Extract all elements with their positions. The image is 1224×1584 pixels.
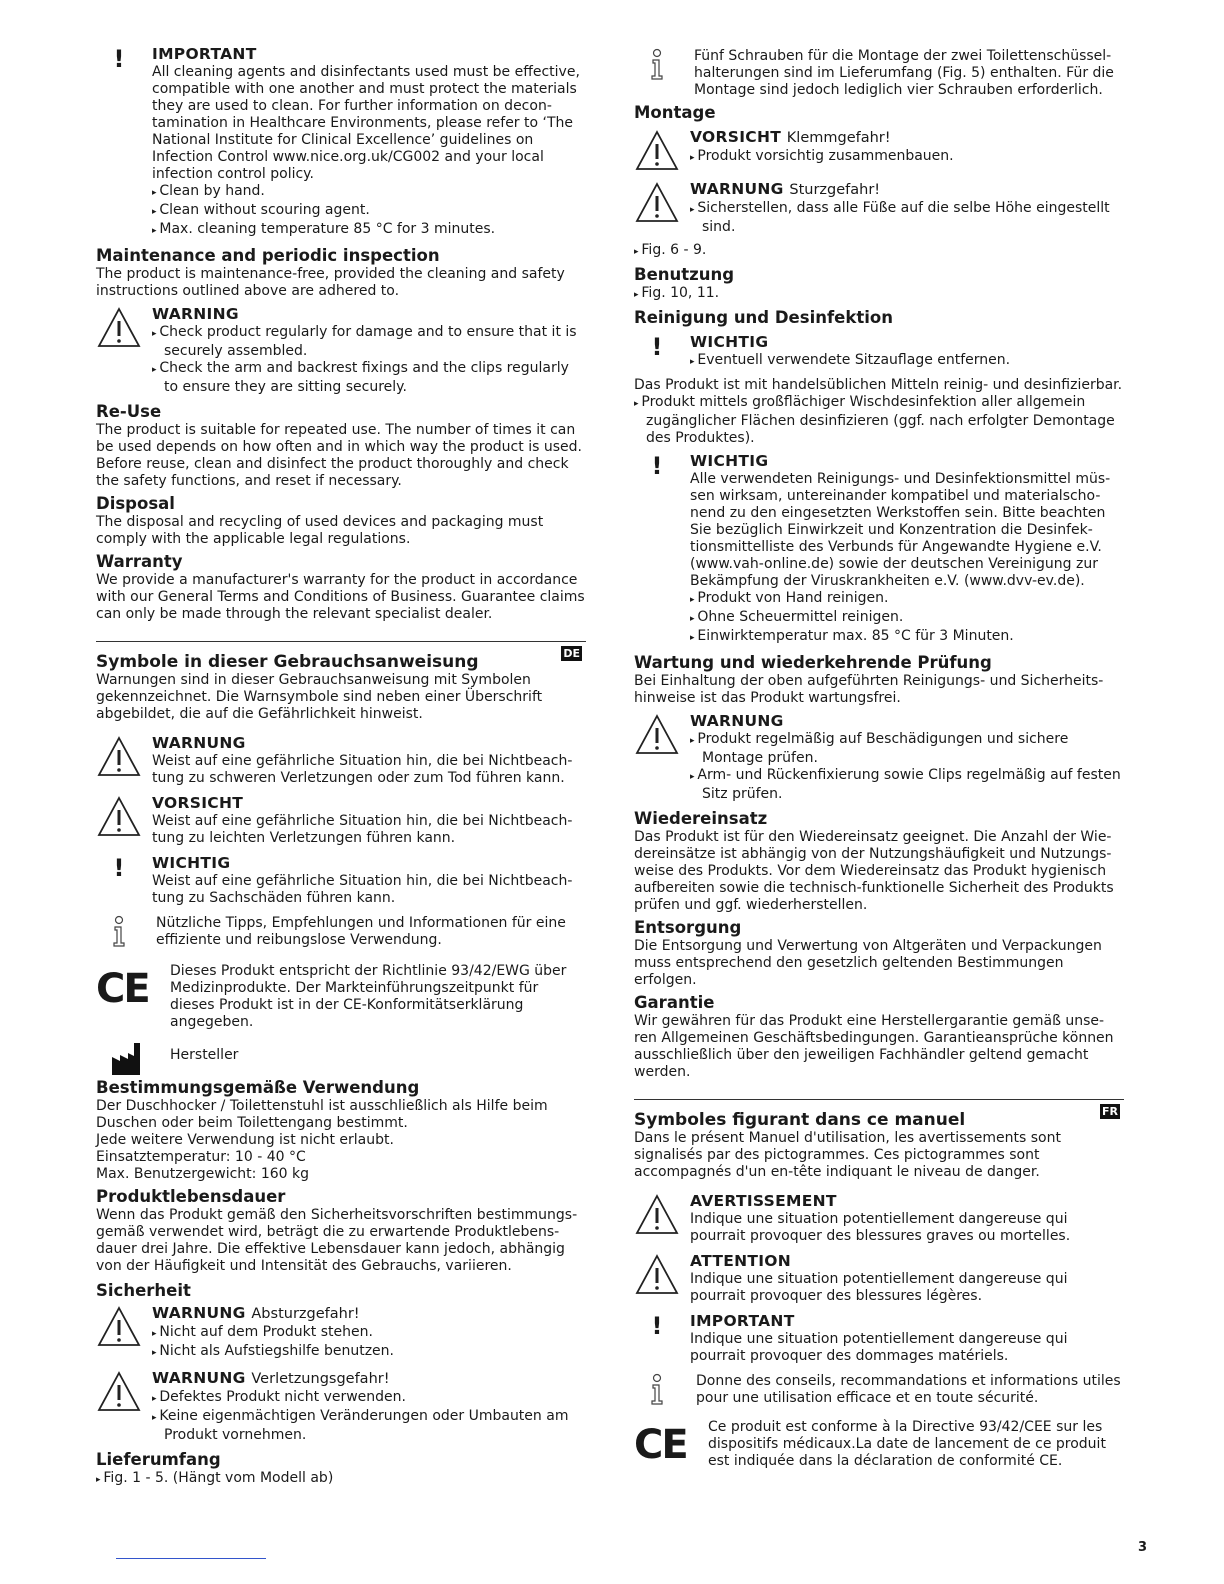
- warning-note: [96, 1303, 586, 1362]
- note-title: VORSICHT: [690, 128, 782, 146]
- language-flag-de: DE: [563, 647, 580, 660]
- list-item: ▸ Sicherstellen, dass alle Füße auf die selbe Höhe eingestellt sind.: [690, 200, 1124, 236]
- list-item: ▸ Check the arm and backrest fixings and the clips regularly to ensure they are sitting securely.: [152, 360, 586, 396]
- important-note: [634, 1311, 1124, 1365]
- ce-row: [96, 963, 586, 1031]
- bullet-list: [96, 1470, 586, 1489]
- section-text: Dans le présent Manuel d'utilisation, les avertissements sont signalisés par des pictogrammes. Ces pictogrammes sont accompagnés d'un en-tête indiquant le niveau de danger.: [634, 1130, 1061, 1180]
- warning-note: [634, 179, 1124, 236]
- warning-note: [96, 304, 586, 396]
- tip-row: [634, 1373, 1124, 1407]
- exclamation-icon: !: [651, 333, 663, 361]
- caution-note: [634, 127, 1124, 167]
- bullet-list: [634, 285, 1124, 304]
- warning-note: [96, 733, 586, 787]
- note-title: WICHTIG: [690, 452, 769, 470]
- warning-triangle-icon: [634, 181, 680, 225]
- page-number: 3: [1138, 1540, 1148, 1555]
- list-item: ▸ Produkt mittels großflächiger Wischdesinfektion aller allgemein zugänglicher Flächen desinfizieren (ggf. nach erfolgter Demontage des Produktes).: [634, 394, 1124, 447]
- section-text: Das Produkt ist mit handelsüblichen Mitteln reinig- und desinfizierbar.: [634, 377, 1123, 393]
- note-title: IMPORTANT: [152, 45, 257, 63]
- section-text: Die Entsorgung und Verwertung von Altgeräten und Verpackungen muss entsprechend den gesetzlich geltenden Bestimmungen erfolgen.: [634, 938, 1102, 988]
- list-item: ▸ Clean without scouring agent.: [152, 202, 586, 221]
- warning-triangle-icon: [96, 1305, 142, 1349]
- section-heading: Wiedereinsatz: [634, 809, 768, 828]
- info-tip-icon: [634, 48, 680, 82]
- footer-divider: [116, 1558, 266, 1559]
- note-title: WICHTIG: [690, 333, 769, 351]
- warning-triangle-icon: [634, 1253, 680, 1297]
- list-item: ▸ Produkt regelmäßig auf Beschädigungen und sichere Montage prüfen.: [690, 731, 1124, 767]
- note-text: Alle verwendeten Reinigungs- und Desinfektionsmittel müs-sen wirksam, untereinander kompatibel und materialscho-nend zu den eingesetzten Werkstoffen sein. Bitte beachten Sie bezüglich Einwirkzeit und Konzentration die Desinfek-tionsmittelliste des Verbunds für Angewandte Hygiene e.V. (www.vah-online.de) sowie der deutschen Vereinigung zur Bekämpfung der Viruskrankheiten e.V. (www.dvv-ev.de).: [690, 471, 1111, 589]
- warning-note: [96, 1368, 586, 1444]
- exclamation-icon: !: [113, 45, 125, 73]
- warning-note: [634, 1191, 1124, 1245]
- section-heading: Symboles figurant dans ce manuel: [634, 1110, 966, 1130]
- note-subtitle: Verletzungsgefahr!: [251, 1371, 390, 1387]
- warning-triangle-icon: [96, 795, 142, 839]
- exclamation-icon: !: [651, 452, 663, 480]
- note-text: Weist auf eine gefährliche Situation hin, die bei Nichtbeach-tung zu schweren Verletzungen oder zum Tod führen kann.: [152, 753, 573, 786]
- section-heading: Wartung und wiederkehrende Prüfung: [634, 653, 992, 672]
- note-title: AVERTISSEMENT: [690, 1192, 837, 1210]
- section-text: Der Duschhocker / Toilettenstuhl ist ausschließlich als Hilfe beim Duschen oder beim Toilettengang bestimmt.: [96, 1098, 548, 1131]
- section-heading: Benutzung: [634, 265, 735, 284]
- important-note: [634, 451, 1124, 647]
- warning-triangle-icon: [96, 735, 142, 779]
- note-title: IMPORTANT: [690, 1312, 795, 1330]
- section-text: Das Produkt ist für den Wiedereinsatz geeignet. Die Anzahl der Wie-dereinsätze ist abhängig von der Nutzungshäufigkeit und Nutzungs-weise des Produkts. Vor dem Wiedereinsatz das Produkt hygienisch aufbereiten sowie die technisch-funktionelle Sicherheit des Produkts prüfen und ggf. wiederherstellen.: [634, 829, 1114, 913]
- list-item: ▸ Fig. 10, 11.: [634, 285, 1124, 304]
- section-heading: Entsorgung: [634, 918, 742, 937]
- section-text: The product is maintenance-free, provided the cleaning and safety instructions outlined above are adhered to.: [96, 266, 565, 299]
- bullet-list: [152, 1389, 586, 1444]
- list-item: ▸ Arm- und Rückenfixierung sowie Clips regelmäßig auf festen Sitz prüfen.: [690, 767, 1124, 803]
- list-item: ▸ Check product regularly for damage and to ensure that it is securely assembled.: [152, 324, 586, 360]
- section-heading: Bestimmungsgemäße Verwendung: [96, 1078, 420, 1097]
- info-tip-icon: [634, 1373, 680, 1407]
- manufacturer-label: Hersteller: [170, 1047, 239, 1063]
- manufacturer-factory-icon: [108, 1041, 144, 1077]
- exclamation-icon: !: [113, 854, 125, 882]
- note-title: ATTENTION: [690, 1252, 792, 1270]
- section-heading: Warranty: [96, 552, 183, 571]
- section-heading: Re-Use: [96, 402, 162, 421]
- list-item: ▸ Fig. 1 - 5. (Hängt vom Modell ab): [96, 1470, 586, 1489]
- bullet-list: [152, 183, 586, 240]
- list-item: ▸ Fig. 6 - 9.: [634, 242, 1124, 261]
- tip-text: Fünf Schrauben für die Montage der zwei Toilettenschüssel-halterungen sind im Lieferumfang (Fig. 5) enthalten. Für die Montage sind jedoch lediglich vier Schrauben erforderlich.: [694, 48, 1114, 98]
- list-item: ▸ Keine eigenmächtigen Veränderungen oder Umbauten am Produkt vornehmen.: [152, 1408, 586, 1444]
- warning-triangle-icon: [96, 1370, 142, 1414]
- list-item: ▸ Nicht als Aufstiegshilfe benutzen.: [152, 1343, 586, 1362]
- tip-text: Nützliche Tipps, Empfehlungen und Informationen für eine effiziente und reibungslose Verwendung.: [156, 915, 566, 948]
- important-note: [96, 853, 586, 907]
- note-title: WARNUNG: [690, 180, 784, 198]
- section-heading: Garantie: [634, 993, 715, 1012]
- section-text: Warnungen sind in dieser Gebrauchsanweisung mit Symbolen gekennzeichnet. Die Warnsymbole sind neben einer Überschrift abgebildet, die auf die Gefährlichkeit hinweist.: [96, 672, 543, 722]
- note-title: WARNUNG: [690, 712, 784, 730]
- bullet-list: [690, 148, 1124, 167]
- important-note: [634, 332, 1124, 371]
- note-subtitle: Sturzgefahr!: [789, 182, 881, 198]
- note-text: Weist auf eine gefährliche Situation hin, die bei Nichtbeach-tung zu leichten Verletzungen führen kann.: [152, 813, 573, 846]
- list-item: ▸ Produkt vorsichtig zusammenbauen.: [690, 148, 1124, 167]
- warning-note: [634, 711, 1124, 803]
- note-text: All cleaning agents and disinfectants used must be effective, compatible with one another and must protect the materials they are used to clean. For further information on decon-tamination in Healthcare Environments, please refer to ‘The National Institute for Clinical Excellence’ guidelines on Infection Control www.nice.org.uk/CG002 and your local infection control policy.: [152, 64, 580, 182]
- bullet-list: [690, 731, 1124, 803]
- list-item: ▸ Nicht auf dem Produkt stehen.: [152, 1324, 586, 1343]
- section-text: We provide a manufacturer's warranty for the product in accordance with our General Terms and Conditions of Business. Guarantee claims can only be made through the relevant specialist dealer.: [96, 572, 585, 622]
- important-note: [96, 44, 586, 240]
- section-text: Jede weitere Verwendung ist nicht erlaubt.: [96, 1132, 394, 1148]
- note-text: Weist auf eine gefährliche Situation hin, die bei Nichtbeach-tung zu Sachschäden führen kann.: [152, 873, 573, 906]
- section-divider: [634, 1099, 1124, 1118]
- bullet-list: [634, 394, 1124, 447]
- note-title: WICHTIG: [152, 854, 231, 872]
- ce-mark-icon: CE: [634, 1422, 687, 1468]
- section-heading: Maintenance and periodic inspection: [96, 246, 440, 265]
- bullet-list: [690, 352, 1124, 371]
- section-heading: Disposal: [96, 494, 175, 513]
- bullet-list: [690, 200, 1124, 236]
- exclamation-icon: !: [651, 1312, 663, 1340]
- bullet-list: [634, 242, 1124, 261]
- ce-mark-icon: CE: [96, 966, 149, 1012]
- list-item: ▸ Clean by hand.: [152, 183, 586, 202]
- section-heading: Montage: [634, 103, 716, 122]
- note-title: WARNUNG: [152, 1304, 246, 1322]
- section-text: Wir gewähren für das Produkt eine Herstellergarantie gemäß unse-ren Allgemeinen Geschäftsbedingungen. Garantieansprüche können ausschließlich über den jeweiligen Fachhändler geltend gemacht werden.: [634, 1013, 1114, 1080]
- right-column: [634, 48, 1124, 1478]
- bullet-list: [152, 324, 586, 396]
- warning-triangle-icon: [96, 306, 142, 350]
- section-heading: Lieferumfang: [96, 1450, 221, 1469]
- warning-triangle-icon: [634, 1193, 680, 1237]
- warning-triangle-icon: [634, 713, 680, 757]
- section-heading: Symbole in dieser Gebrauchsanweisung: [96, 652, 479, 672]
- bullet-list: [152, 1324, 586, 1362]
- list-item: ▸ Einwirktemperatur max. 85 °C für 3 Minuten.: [690, 628, 1124, 647]
- info-tip-icon: [96, 915, 142, 949]
- section-text: Wenn das Produkt gemäß den Sicherheitsvorschriften bestimmungs-gemäß verwendet wird, beträgt die zu erwartende Produktlebens-dauer drei Jahre. Die effektive Lebensdauer kann jedoch, abhängig von der Häufigkeit und Intensität des Gebrauchs, variieren.: [96, 1207, 578, 1274]
- list-item: ▸ Max. cleaning temperature 85 °C for 3 minutes.: [152, 221, 586, 240]
- section-text: Einsatztemperatur: 10 - 40 °C: [96, 1149, 306, 1165]
- section-text: The product is suitable for repeated use. The number of times it can be used depends on how often and in which way the product is used. Before reuse, clean and disinfect the product thoroughly and check the safety functions, and reset if necessary.: [96, 422, 582, 489]
- left-column: [96, 44, 586, 1489]
- note-text: Indique une situation potentiellement dangereuse qui pourrait provoquer des dommages matériels.: [690, 1331, 1068, 1364]
- section-heading: Reinigung und Desinfektion: [634, 308, 893, 327]
- warning-triangle-icon: [634, 129, 680, 173]
- list-item: ▸ Defektes Produkt nicht verwenden.: [152, 1389, 586, 1408]
- bullet-list: [690, 590, 1124, 647]
- language-flag-fr: FR: [1102, 1105, 1118, 1118]
- ce-row: [634, 1419, 1124, 1470]
- section-heading: Produktlebensdauer: [96, 1187, 286, 1206]
- section-text: Max. Benutzergewicht: 160 kg: [96, 1166, 310, 1182]
- note-title: WARNUNG: [152, 1369, 246, 1387]
- note-title: VORSICHT: [152, 794, 244, 812]
- caution-note: [96, 793, 586, 847]
- section-text: The disposal and recycling of used devices and packaging must comply with the applicable legal regulations.: [96, 514, 544, 547]
- list-item: ▸ Ohne Scheuermittel reinigen.: [690, 609, 1124, 628]
- note-subtitle: Klemmgefahr!: [786, 130, 891, 146]
- section-divider: [96, 641, 586, 660]
- ce-text: Ce produit est conforme à la Directive 93/42/CEE sur les dispositifs médicaux.La date de lancement de ce produit est indiquée dans la déclaration de conformité CE.: [708, 1419, 1106, 1469]
- ce-text: Dieses Produkt entspricht der Richtlinie 93/42/EWG über Medizinprodukte. Der Markteinführungszeitpunkt für dieses Produkt ist in der CE-Konformitätserklärung angegeben.: [170, 963, 567, 1030]
- tip-text: Donne des conseils, recommandations et informations utiles pour une utilisation efficace et en toute sécurité.: [696, 1373, 1121, 1406]
- note-text: Indique une situation potentiellement dangereuse qui pourrait provoquer des blessures légères.: [690, 1271, 1068, 1304]
- section-heading: Sicherheit: [96, 1281, 191, 1300]
- note-text: Indique une situation potentiellement dangereuse qui pourrait provoquer des blessures graves ou mortelles.: [690, 1211, 1071, 1244]
- caution-note: [634, 1251, 1124, 1305]
- note-title: WARNING: [152, 305, 239, 323]
- list-item: ▸ Eventuell verwendete Sitzauflage entfernen.: [690, 352, 1124, 371]
- note-subtitle: Absturzgefahr!: [251, 1306, 360, 1322]
- note-title: WARNUNG: [152, 734, 246, 752]
- list-item: ▸ Produkt von Hand reinigen.: [690, 590, 1124, 609]
- section-text: Bei Einhaltung der oben aufgeführten Reinigungs- und Sicherheits-hinweise ist das Produkt wartungsfrei.: [634, 673, 1104, 706]
- tip-row: [96, 915, 586, 949]
- manufacturer-row: [96, 1041, 586, 1064]
- tip-row: [634, 48, 1124, 99]
